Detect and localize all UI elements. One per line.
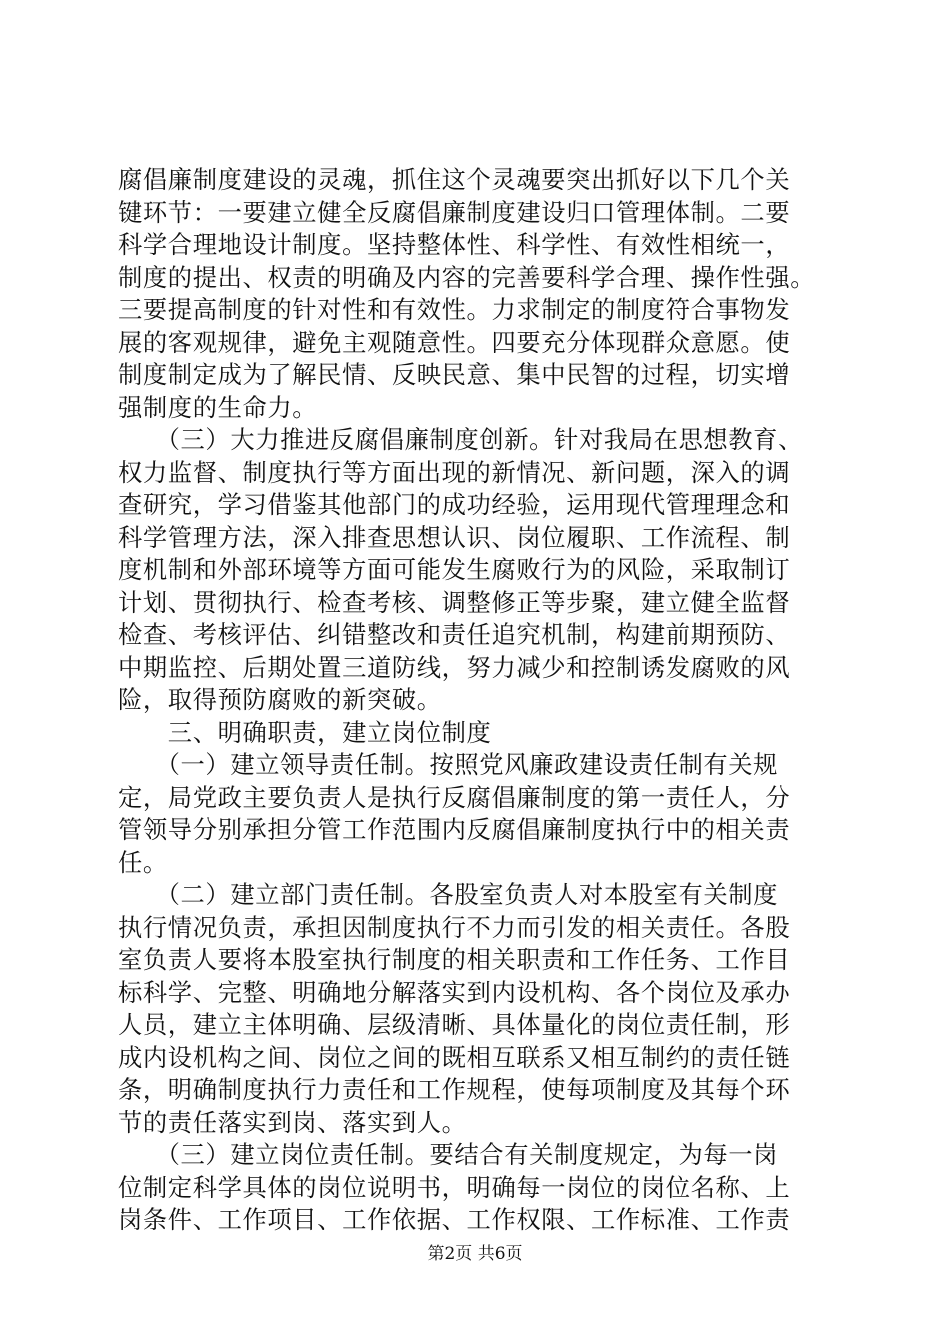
text-line: 标科学、完整、明确地分解落实到内设机构、各个岗位及承办 — [118, 977, 791, 1007]
text-line: 腐倡廉制度建设的灵魂，抓住这个灵魂要突出抓好以下几个关 — [118, 165, 791, 194]
text-line: 强制度的生命力。 — [118, 392, 318, 422]
document-body — [118, 164, 838, 1237]
text-line: （一）建立领导责任制。按照党风廉政建设责任制有关规 — [118, 750, 779, 779]
text-line: 制度的提出、权责的明确及内容的完善要科学合理、操作性强。 — [118, 262, 816, 292]
text-line: 定，局党政主要负责人是执行反腐倡廉制度的第一责任人，分 — [118, 782, 791, 812]
text-line: 管领导分别承担分管工作范围内反腐倡廉制度执行中的相关责 — [118, 815, 791, 844]
text-line: 三要提高制度的针对性和有效性。力求制定的制度符合事物发 — [118, 295, 791, 324]
page-number-footer: 第2页 共6页 — [427, 1244, 523, 1264]
text-line: 中期监控、后期处置三道防线，努力减少和控制诱发腐败的风 — [118, 652, 791, 682]
text-line: 检查、考核评估、纠错整改和责任追究机制，构建前期预防、 — [118, 620, 791, 649]
text-line: 成内设机构之间、岗位之间的既相互联系又相互制约的责任链 — [118, 1042, 791, 1072]
text-line: 岗条件、工作项目、工作依据、工作权限、工作标准、工作责 — [118, 1205, 791, 1234]
text-line: （二）建立部门责任制。各股室负责人对本股室有关制度 — [118, 880, 779, 909]
text-line: 人员，建立主体明确、层级清晰、具体量化的岗位责任制，形 — [118, 1010, 791, 1039]
text-line: 查研究，学习借鉴其他部门的成功经验，运用现代管理理念和 — [118, 490, 791, 519]
text-line: 度机制和外部环境等方面可能发生腐败行为的风险，采取制订 — [118, 555, 791, 584]
text-line: （三）建立岗位责任制。要结合有关制度规定，为每一岗 — [118, 1140, 779, 1169]
text-line: 科学管理方法，深入排查思想认识、岗位履职、工作流程、制 — [118, 522, 791, 552]
text-line: 展的客观规律，避免主观随意性。四要充分体现群众意愿。使 — [118, 327, 791, 357]
section-heading: 三、明确职责，建立岗位制度 — [118, 717, 492, 747]
text-line: （三）大力推进反腐倡廉制度创新。针对我局在思想教育、 — [118, 425, 803, 454]
text-line: 执行情况负责，承担因制度执行不力而引发的相关责任。各股 — [118, 912, 791, 942]
text-line: 任。 — [118, 847, 168, 877]
text-line: 条，明确制度执行力责任和工作规程，使每项制度及其每个环 — [118, 1075, 791, 1104]
text-line: 室负责人要将本股室执行制度的相关职责和工作任务、工作目 — [118, 945, 791, 974]
text-line: 键环节：一要建立健全反腐倡廉制度建设归口管理体制。二要 — [118, 197, 791, 227]
text-line: 险，取得预防腐败的新突破。 — [118, 685, 442, 714]
text-line: 节的责任落实到岗、落实到人。 — [118, 1107, 467, 1137]
text-line: 制度制定成为了解民情、反映民意、集中民智的过程，切实增 — [118, 360, 791, 389]
text-line: 计划、贯彻执行、检查考核、调整修正等步聚，建立健全监督 — [118, 587, 791, 617]
text-line: 科学合理地设计制度。坚持整体性、科学性、有效性相统一， — [118, 230, 791, 259]
text-line: 权力监督、制度执行等方面出现的新情况、新问题，深入的调 — [118, 457, 791, 487]
text-line: 位制定科学具体的岗位说明书，明确每一岗位的岗位名称、上 — [118, 1172, 791, 1202]
